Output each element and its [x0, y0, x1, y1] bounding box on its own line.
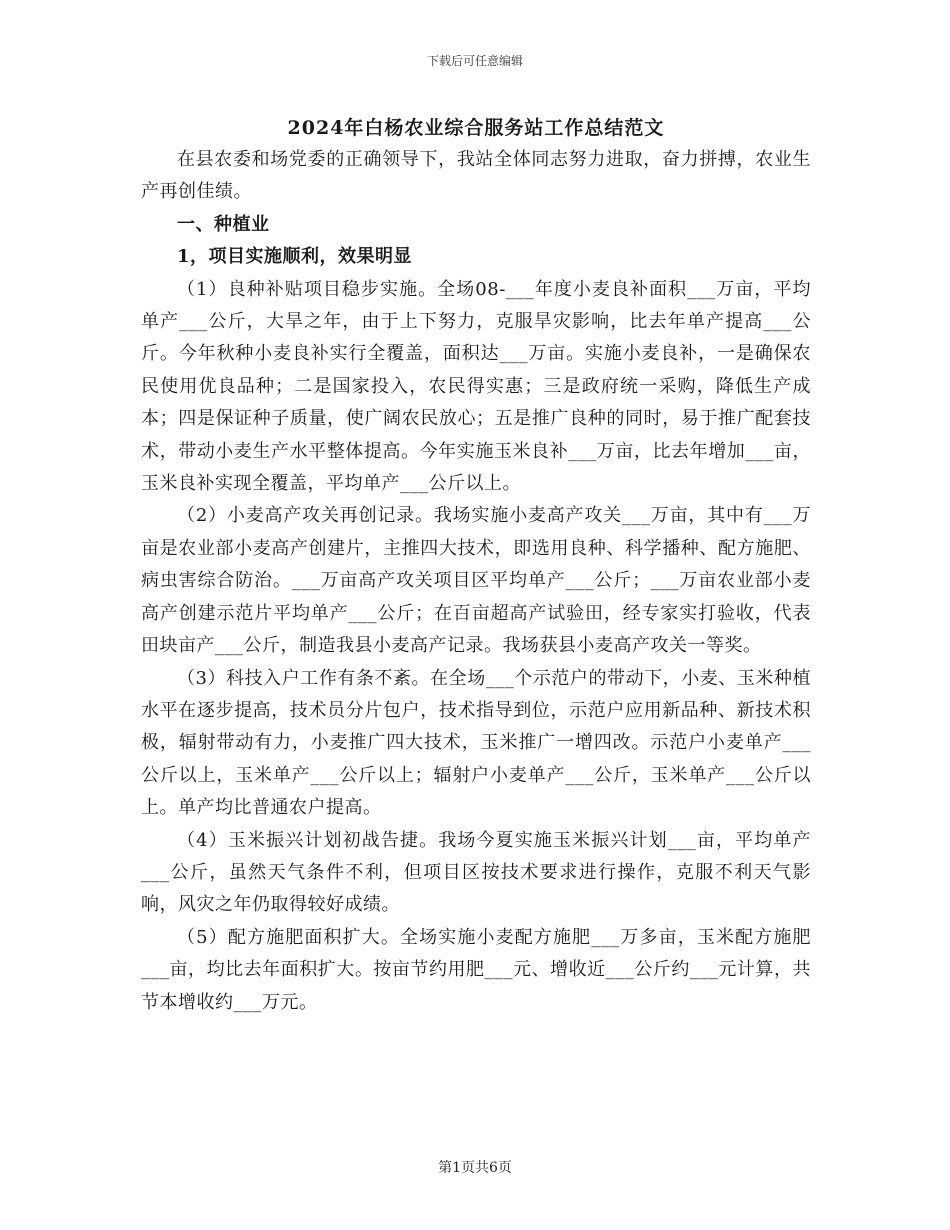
page-number: 第1页共6页 [438, 1160, 512, 1176]
document-body [141, 112, 811, 1019]
section-heading: 一、种植业 [177, 213, 270, 235]
document-title: 2024年白杨农业综合服务站工作总结范文 [287, 117, 665, 139]
paragraph-5: （5）配方施肥面积扩大。全场实施小麦配方施肥___万多亩，玉米配方施肥___亩，均比去年面积扩大。按亩节约用肥___元、增收近___公斤约___元计算，共节本增收约___万元。 [141, 926, 811, 1013]
paragraph-1: （1）良种补贴项目稳步实施。全场08-___年度小麦良补面积___万亩，平均单产___公斤，大旱之年，由于上下努力，克服旱灾影响，比去年单产提高___公斤。今年秋种小麦良补实行全覆盖，面积达___万亩。实施小麦良补，一是确保农民使用优良品种；二是国家投入，农民得实惠；三是政府统一采购，降低生产成本；四是保证种子质量，使广阔农民放心；五是推广良种的同时，易于推广配套技术，带动小麦生产水平整体提高。今年实施玉米良补___万亩，比去年增加___亩，玉米良补实现全覆盖，平均单产___公斤以上。 [141, 278, 811, 495]
subsection-heading: 1，项目实施顺利，效果明显 [177, 246, 413, 268]
paragraph-3: （3）科技入户工作有条不紊。在全场___个示范户的带动下，小麦、玉米种植水平在逐步提高，技术员分片包户，技术指导到位，示范户应用新品种、新技术积极，辐射带动有力，小麦推广四大技术，玉米推广一增四改。示范户小麦单产___公斤以上，玉米单产___公斤以上；辐射户小麦单产___公斤，玉米单产___公斤以上。单产均比普通农户提高。 [141, 667, 811, 819]
paragraph-4: （4）玉米振兴计划初战告捷。我场今夏实施玉米振兴计划___亩，平均单产___公斤，虽然天气条件不利，但项目区按技术要求进行操作，克服不利天气影响，风灾之年仍取得较好成绩。 [141, 829, 811, 916]
intro-paragraph: 在县农委和场党委的正确领导下，我站全体同志努力进取，奋力拼搏，农业生产再创佳绩。 [141, 149, 811, 203]
header-note: 下载后可任意编辑 [426, 54, 523, 68]
paragraph-2: （2）小麦高产攻关再创记录。我场实施小麦高产攻关___万亩，其中有___万亩是农业部小麦高产创建片，主推四大技术，即选用良种、科学播种、配方施肥、病虫害综合防治。___万亩高产攻关项目区平均单产___公斤；___万亩农业部小麦高产创建示范片平均单产___公斤；在百亩超高产试验田，经专家实打验收，代表田块亩产___公斤，制造我县小麦高产记录。我场获县小麦高产攻关一等奖。 [141, 505, 811, 657]
